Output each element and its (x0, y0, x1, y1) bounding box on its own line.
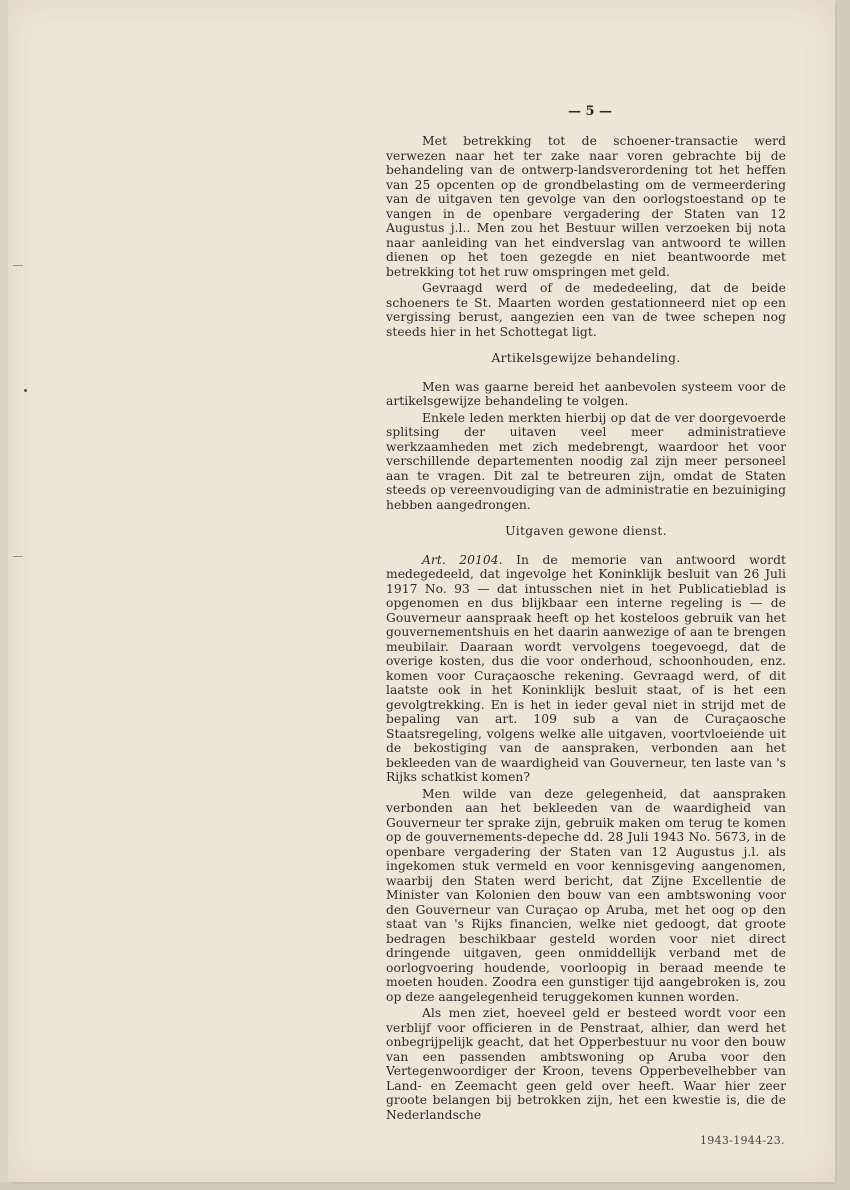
margin-mark (13, 556, 23, 557)
section-heading: Uitgaven gewone dienst. (505, 524, 667, 538)
section-heading: Artikelsgewijze behandeling. (491, 351, 681, 365)
paragraph (386, 553, 786, 785)
margin-mark (13, 265, 23, 266)
article-reference: Art. 20104. (422, 552, 503, 567)
paragraph: Als men ziet, hoeveel geld er besteed wordt voor een verblijf voor officieren in de Penstraat, alhier, dan werd het onbegrijpelijk geacht, dat het Opperbestuur nu voor den bouw van een passenden ambtswoning op Aruba voor den Vertegenwoordiger der Kroon, tevens Opperbevelhebber van Land- en Zeemacht geen geld over heeft. Waar hier zeer groote belangen bij betrokken zijn, het een kwestie is, die de Nederlandsche (386, 1006, 786, 1122)
paragraph: Gevraagd werd of de mededeeling, dat de beide schoeners te St. Maarten worden gestationneerd niet op een vergissing berust, aangezien een van de twee schepen nog steeds hier in het Schottegat ligt. (386, 281, 786, 339)
paragraph: Men was gaarne bereid het aanbevolen systeem voor de artikelsgewijze behandeling te volgen. (386, 379, 786, 408)
page-edge-right (835, 0, 850, 1190)
paragraph: Men wilde van deze gelegenheid, dat aanspraken verbonden aan het bekleeden van de waardigheid van Gouverneur ter sprake zijn, gebruik maken om terug te komen op de gouvernements-depeche dd. 28 Juli 1943 No. 5673, in de openbare vergadering der Staten van 12 Augustus j.l. als ingekomen stuk vermeld en voor kennisgeving aangenomen, waarbij den Staten werd bericht, dat Zijne Excellentie de Minister van Kolonien den bouw van een ambtswoning voor den Gouverneur van Curaçao op Aruba, met het oog op den staat van 's Rijks financien, welke niet gedoogt, dat groote bedragen beschikbaar gesteld worden voor niet direct dringende uitgaven, geen onmiddellijk verband met de oorlogvoering houdende, voorloopig in beraad meende te moeten houden. Zoodra een gunstiger tijd aangebroken is, zou op deze aangelegenheid teruggekomen kunnen worden. (386, 786, 786, 1004)
page-number: — 5 — (567, 104, 613, 119)
document-code: 1943-1944-23. (700, 1134, 785, 1147)
paragraph: Met betrekking tot de schoener-transactie werd verwezen naar het ter zake naar voren gebrachte bij de behandeling van de ontwerp-landsverordening tot het heffen van 25 opcenten op de grondbelasting om de vermeerdering van de uitgaven ten gevolge van den oorlogstoestand op te vangen in de openbare vergadering der Staten van 12 Augustus j.l.. Men zou het Bestuur willen verzoeken bij nota naar aanleiding van het eindverslag van antwoord te willen dienen op het toen gezegde en niet beantwoorde met betrekking tot het ruw omspringen met geld. (386, 134, 786, 279)
ink-dot (24, 389, 27, 392)
body-text (386, 134, 786, 1122)
paragraph: Enkele leden merkten hierbij op dat de ver doorgevoerde splitsing der uitaven veel meer administratieve werkzaamheden met zich medebrengt, waardoor het voor verschillende departementen noodig zal zijn meer personeel aan te vragen. Dit zal te betreuren zijn, omdat de Staten steeds op vereenvoudiging van de administratie en bezuiniging hebben aangedrongen. (386, 410, 786, 512)
paragraph-text: In de memorie van antwoord wordt medegedeeld, dat ingevolge het Koninklijk besluit van 26 Juli 1917 No. 93 — dat intusschen niet in het Publicatieblad is opgenomen en dus blijkbaar een interne regeling is — de Gouverneur aanspraak heeft op het kosteloos gebruik van het gouvernementshuis en het daarin aanwezige of aan te brengen meubilair. Daaraan wordt vervolgens toegevoegd, dat de overige kosten, dus die voor onderhoud, schoonhouden, enz. komen voor Curaçaosche rekening. Gevraagd werd, of dit laatste ook in het Koninklijk besluit staat, of is het een gevolgtrekking. En is het in ieder geval niet in strijd met de bepaling van art. 109 sub a van de Curaçaosche Staatsregeling, volgens welke alle uitgaven, voortvloeiende uit de bekostiging van de aanspraken, verbonden aan het bekleeden van de waardigheid van Gouverneur, ten laste van 's Rijks schatkist komen? (386, 552, 786, 784)
page-edge-bottom (0, 1182, 850, 1190)
